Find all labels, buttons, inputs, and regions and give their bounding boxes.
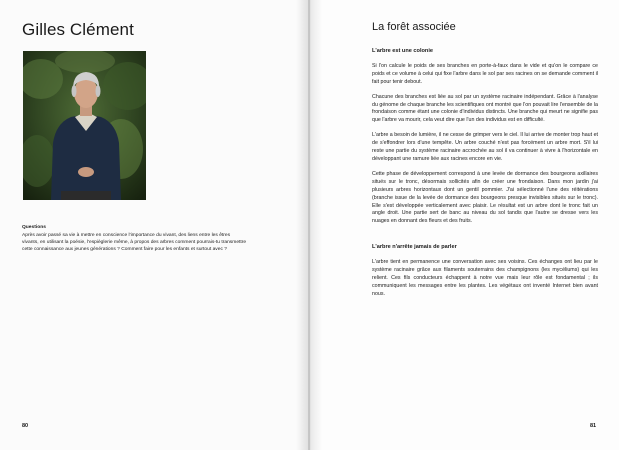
questions-block: [22, 224, 247, 253]
paragraph: Si l'on calcule le poids de ses branches en porte-à-faux dans le vide et qu'on le compare ce poids et ce volume à celui qui fixe l'arbre dans le sol par ses racines on se demande comment il fait pour tenir debout.: [372, 62, 598, 85]
paragraph: L'arbre a besoin de lumière, il ne cesse de grimper vers le ciel. Il lui arrive de monter trop haut et de s'effondrer lors d'une tempête. Un arbre couché n'est pas forcément un arbre mort. S'il lui reste une partie du système racinaire accrochée au sol il va continuer à vivre à l'horizontale en développant une ramure liée aux racines encore en vie.: [372, 132, 598, 162]
questions-text: Après avoir passé sa vie à mettre en conscience l'importance du vivant, des liens entre les êtres vivants, en utilisant la poésie, l'espièglerie même, à propos des arbres comment pourrais-tu transmettre cette connaissance aux jeunes générations ? Comment faire pour les enfants et surtout avec ?: [22, 233, 247, 253]
author-photo: [23, 51, 146, 200]
portrait-image: [23, 51, 146, 200]
left-page: [0, 0, 308, 450]
page-number-left: 80: [22, 423, 29, 429]
paragraph: Chacune des branches est liée au sol par un système racinaire indépendant. Grâce à l'analyse du génome de chaque branche les scientifiques ont montré que l'on pouvait lire l'ensemble de la frondaison comme étant une colonie d'individus distincts. Une branche qui meurt ne signifie pas que l'arbre va mourir, cela veut dire que l'un des individus est en difficulté.: [372, 93, 598, 124]
author-name: Gilles Clément: [22, 20, 134, 39]
subheading-speaking: L'arbre n'arrête jamais de parler: [372, 244, 457, 251]
subheading-colony: L'arbre est une colonie: [372, 48, 434, 54]
paragraph: L'arbre tient en permanence une conversation avec ses voisins. Ces échanges ont lieu par le système racinaire grâce aux filaments souterrains des champignons (les mycéliums) qui les relient. Ces fils conducteurs échappent à notre vue mais leur rôle est fondamental ; ils communiquent les messages entre les plantes. Les végétaux ont inventé Internet bien avant nous.: [372, 259, 598, 297]
questions-title: Questions: [22, 225, 46, 230]
article-body: [372, 48, 598, 306]
paragraph: Cette phase de développement correspond à une levée de dormance des bourgeons axillaires situés sur le tronc, désormais sollicités afin de créer une frondaison. Dans mon jardin j'ai plusieurs arbres horizontaux dont un gentil pommier. J'ai sélectionné l'une des réitérations (branche issue de la levée de dormance des bourgeons presque invisibles situés sur le tronc). Elle s'est développée verticalement avec plaisir. Le résultat est un arbre dont le tronc fait un angle droit. Une partie sert de banc au niveau du sol tandis que l'autre se dresse vers les nuages en donnant des fleurs et des fruits.: [372, 170, 598, 225]
page-number-right: 81: [590, 423, 597, 429]
section-title: La forêt associée: [372, 21, 456, 33]
